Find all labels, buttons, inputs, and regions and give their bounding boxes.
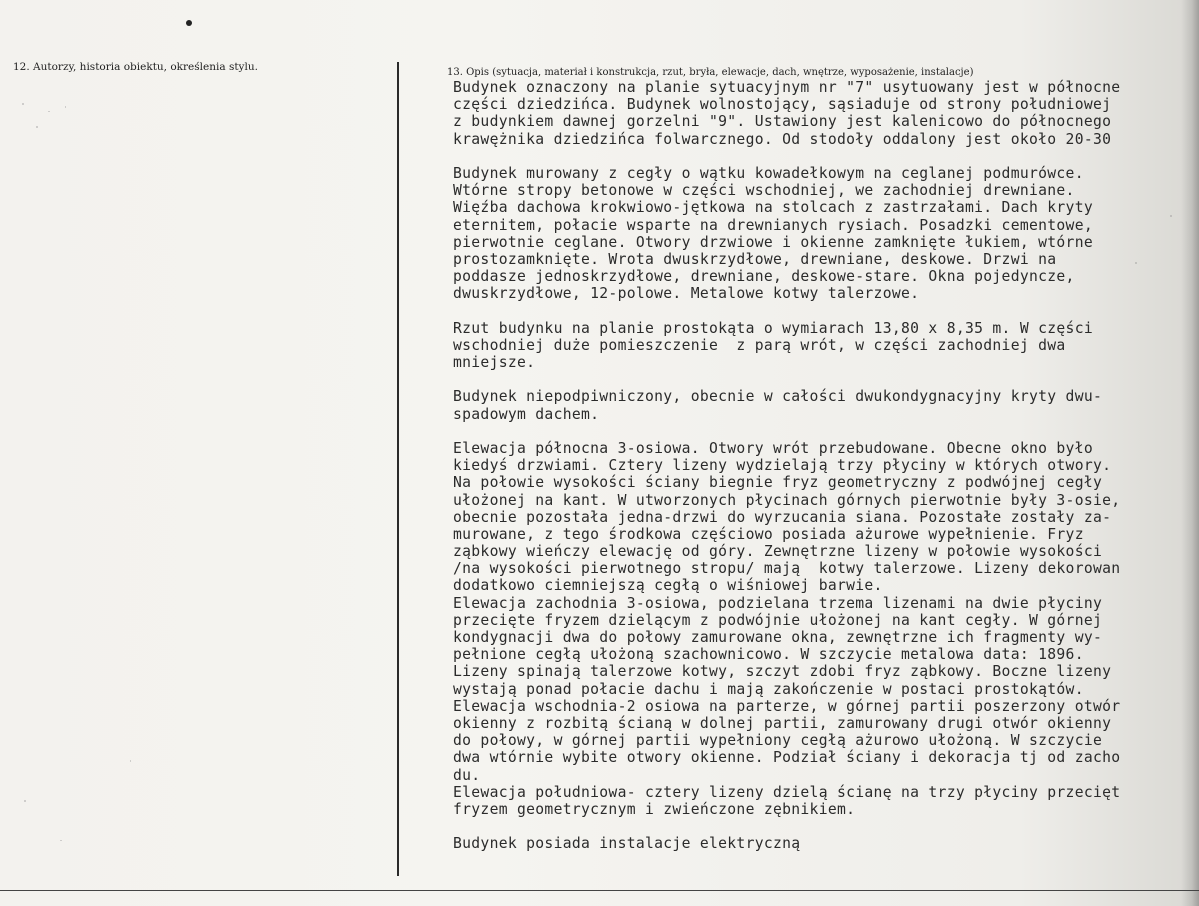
- paragraph-gap: [453, 818, 1193, 835]
- scan-speck: [65, 106, 66, 108]
- paragraph-gap: [453, 302, 1193, 319]
- typed-line: Wtórne stropy betonowe w części wschodniej, we zachodniej drewniane.: [453, 182, 1075, 200]
- typed-line: ząbkowy wieńczy elewację od góry. Zewnętrzne lizeny w połowie wysokości: [453, 543, 1103, 561]
- typed-line: przecięte fryzem dzielącym z podwójnie ułożonej na kant cegły. W górnej: [453, 611, 1103, 629]
- typed-line: Elewacja południowa- cztery lizeny dzielą ścianę na trzy płyciny przecięt: [453, 783, 1121, 801]
- scan-speck: [1170, 215, 1172, 217]
- typed-line: spadowym dachem.: [453, 405, 600, 423]
- typed-line: Budynek murowany z cegły o wątku kowadełkowym na ceglanej podmurówce.: [453, 164, 1084, 182]
- typed-line: Na połowie wysokości ściany biegnie fryz geometryczny z podwójnej cegły: [453, 474, 1103, 492]
- typed-line: Więźba dachowa krokwiowo-jętkowa na stolcach z zastrzałami. Dach kryty: [453, 199, 1093, 217]
- typed-line: do połowy, w górnej partii wypełniony cegłą ażurowo ułożoną. W szczycie: [453, 732, 1103, 750]
- typed-line: murowane, z tego środkowa częściowo posiada ażurowe wypełnienie. Fryz: [453, 525, 1084, 543]
- paragraph-gap: [453, 148, 1193, 165]
- typed-line: części dziedzińca. Budynek wolnostojący, sąsiaduje od strony południowej: [453, 96, 1112, 114]
- typed-line: obecnie pozostała jedna-drzwi do wyrzucania siana. Pozostałe zostały za-: [453, 508, 1112, 526]
- typed-line: mniejsze.: [453, 354, 536, 371]
- typed-line: kiedyś drzwiami. Cztery lizeny wydzielają trzy płyciny w których otwory.: [453, 457, 1112, 475]
- paragraph-gap: [453, 371, 1193, 388]
- typed-line: krawężnika dziedzińca folwarcznego. Od stodoły oddalony jest około 20-30: [453, 130, 1112, 148]
- scan-speck: [48, 111, 50, 112]
- scan-speck: [36, 126, 38, 128]
- typed-line: z budynkiem dawnej gorzelni "9". Ustawiony jest kalenicowo do północnego: [453, 113, 1112, 131]
- typed-line: Budynek posiada instalacje elektryczną: [453, 835, 801, 853]
- typed-line: poddasze jednoskrzydłowe, drewniane, deskowe-stare. Okna pojedyncze,: [453, 268, 1075, 286]
- paragraph-gap: [453, 423, 1193, 440]
- typed-line: dodatkowo ciemniejszą cegłą o wiśniowej barwie.: [453, 577, 883, 595]
- typed-line: du.: [453, 766, 481, 784]
- scan-speck: [24, 800, 26, 802]
- typed-line: ułożonej na kant. W utworzonych płycinach górnych pierwotnie były 3-osie,: [453, 491, 1121, 509]
- scan-speck: [22, 103, 24, 105]
- scan-speck: [1135, 262, 1137, 264]
- typed-line: Budynek oznaczony na planie sytuacyjnym nr "7" usytuowany jest w północne: [453, 79, 1121, 96]
- typed-line: pierwotnie ceglane. Otwory drzwiowe i okienne zamknięte łukiem, wtórne: [453, 233, 1093, 251]
- typed-line: Elewacja północna 3-osiowa. Otwory wrót przebudowane. Obecne okno było: [453, 439, 1093, 457]
- scan-speck: [130, 760, 131, 762]
- typed-line: wschodniej duże pomieszczenie z parą wrót, w części zachodniej dwa: [453, 336, 1066, 354]
- punch-dot: [186, 20, 192, 26]
- typed-line: okienny z rozbitą ścianą w dolnej partii, zamurowany drugi otwór okienny: [453, 714, 1112, 732]
- column-divider: [397, 62, 399, 876]
- typed-line: Lizeny spinają talerzowe kotwy, szczyt zdobi fryz ząbkowy. Boczne lizeny: [453, 663, 1112, 681]
- typed-line: /na wysokości pierwotnego stropu/ mają kotwy talerzowe. Lizeny dekorowan: [453, 560, 1121, 578]
- description-typewritten-text: [453, 79, 1193, 852]
- typed-line: dwuskrzydłowe, 12-polowe. Metalowe kotwy talerzowe.: [453, 285, 920, 303]
- typed-line: dwa wtórnie wybite otwory okienne. Podział ściany i dekoracja tj od zacho: [453, 749, 1121, 767]
- typed-line: Elewacja wschodnia-2 osiowa na parterze, w górnej partii poszerzony otwór: [453, 697, 1121, 715]
- typed-line: Budynek niepodpiwniczony, obecnie w całości dwukondygnacyjny kryty dwu-: [453, 388, 1103, 406]
- typed-line: wystają ponad połacie dachu i mają zakończenie w postaci prostokątów.: [453, 680, 1084, 698]
- typed-line: Elewacja zachodnia 3-osiowa, podzielana trzema lizenami na dwie płyciny: [453, 594, 1103, 612]
- typed-line: kondygnacji dwa do połowy zamurowane okna, zewnętrzne ich fragmenty wy-: [453, 629, 1103, 646]
- typed-line: fryzem geometrycznym i zwieńczone zębnikiem.: [453, 800, 856, 818]
- section-13-heading: 13. Opis (sytuacja, materiał i konstrukcja, rzut, bryła, elewacje, dach, wnętrze, wyposażenie, instalacje): [447, 67, 974, 78]
- bottom-rule: [0, 890, 1199, 891]
- scan-speck: [60, 840, 62, 841]
- typed-line: Rzut budynku na planie prostokąta o wymiarach 13,80 x 8,35 m. W części: [453, 319, 1093, 337]
- typed-line: pełnione cegłą ułożoną szachownicowo. W szczycie metalowa data: 1896.: [453, 646, 1084, 664]
- typed-line: eternitem, połacie wsparte na drewnianych rysiach. Posadzki cementowe,: [453, 216, 1093, 234]
- typed-line: prostozamknięte. Wrota dwuskrzydłowe, drewniane, deskowe. Drzwi na: [453, 250, 1057, 268]
- section-12-heading: 12. Autorzy, historia obiektu, określenia stylu.: [13, 61, 258, 73]
